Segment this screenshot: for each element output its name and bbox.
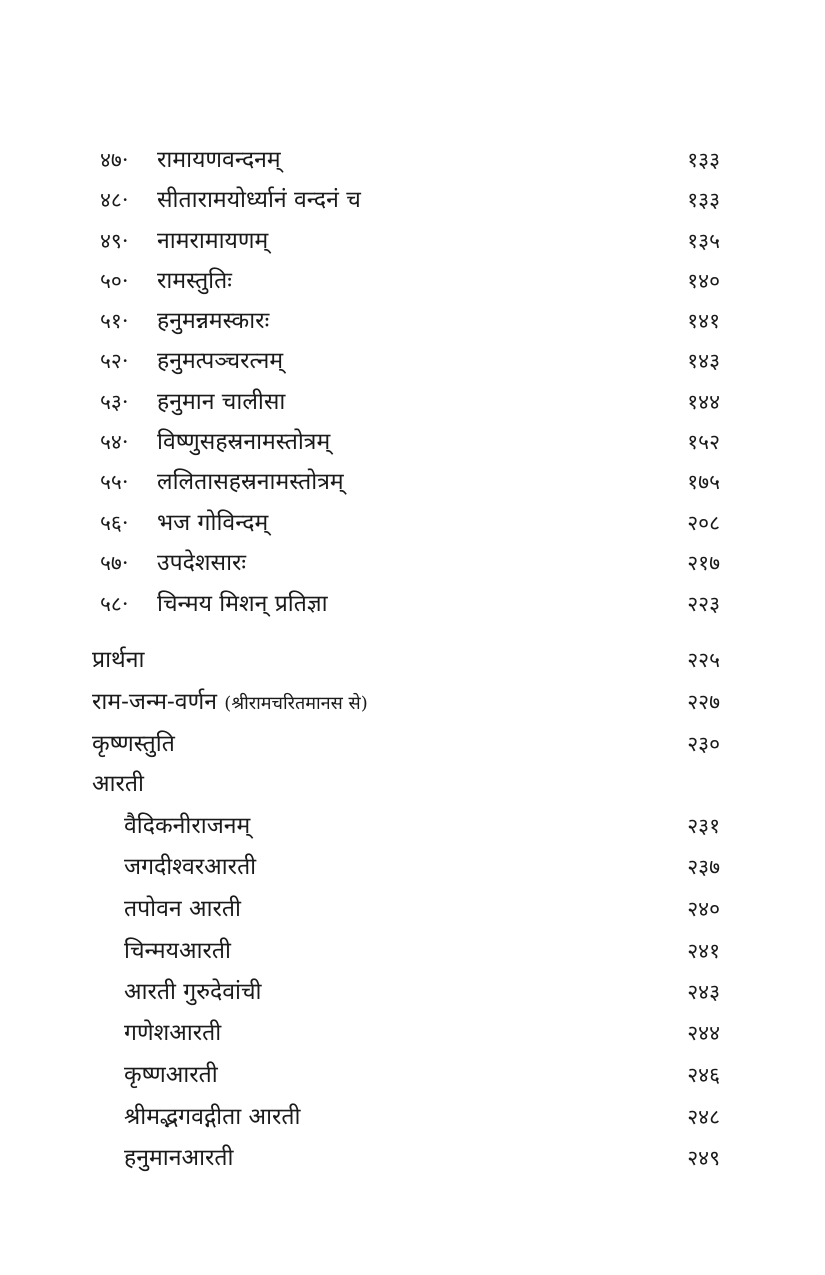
entry-number: ५४· [100, 430, 129, 454]
toc-subentry [0, 847, 825, 887]
entry-title: प्रार्थना [92, 647, 145, 673]
entry-title: ललितासहस्रनामस्तोत्रम् [157, 469, 344, 495]
entry-number: ४८· [100, 188, 129, 212]
toc-subentry [0, 1138, 825, 1178]
toc-subentry [0, 889, 825, 929]
entry-page: २०८ [687, 511, 720, 535]
toc-section-heading [0, 764, 825, 804]
entry-page: १४३ [687, 349, 720, 373]
entry-page: १४१ [687, 309, 720, 333]
entry-title: आरती गुरुदेवांची [124, 979, 262, 1005]
entry-number: ५७· [100, 551, 129, 575]
entry-note: (श्रीरामचरितमानस से) [224, 693, 368, 714]
entry-number: ५२· [100, 349, 129, 373]
entry-page: २२५ [687, 648, 720, 672]
entry-number: ५३· [100, 390, 129, 414]
toc-entry [0, 301, 825, 341]
entry-number: ५०· [100, 269, 129, 293]
toc-entry [0, 180, 825, 220]
entry-page: २४८ [687, 1105, 720, 1129]
toc-entry [0, 382, 825, 422]
toc-entry [0, 584, 825, 624]
entry-page: १३३ [687, 188, 720, 212]
entry-page: २१७ [687, 551, 720, 575]
entry-number: ५५· [100, 470, 129, 494]
entry-title: नामरामायणम् [157, 228, 269, 254]
entry-page: २३० [687, 732, 720, 756]
toc-entry [0, 640, 825, 680]
entry-page: १५२ [687, 430, 720, 454]
toc-subentry [0, 806, 825, 846]
entry-title: हनुमन्नमस्कारः [157, 308, 270, 334]
entry-number: ५१· [100, 309, 129, 333]
toc-entry [0, 462, 825, 502]
toc-subentry [0, 972, 825, 1012]
toc-subentry [0, 1097, 825, 1137]
entry-number: ५६· [100, 511, 129, 535]
entry-page: २३१ [687, 814, 720, 838]
entry-page: १३३ [687, 148, 720, 172]
entry-page: १७५ [687, 470, 720, 494]
entry-title: श्रीमद्भगवद्गीता आरती [124, 1104, 301, 1130]
entry-title: कृष्णआरती [124, 1062, 218, 1088]
entry-title: तपोवन आरती [124, 896, 241, 922]
entry-page: २४४ [687, 1021, 720, 1045]
entry-title: विष्णुसहस्रनामस्तोत्रम् [157, 429, 331, 455]
entry-title: गणेशआरती [124, 1020, 222, 1046]
entry-title: रामस्तुतिः [157, 268, 232, 294]
entry-title: वैदिकनीराजनम् [124, 813, 251, 839]
toc-entry [0, 261, 825, 301]
toc-entry [0, 422, 825, 462]
toc-subentry [0, 1013, 825, 1053]
entry-title: हनुमानआरती [124, 1145, 234, 1171]
toc-entry [0, 724, 825, 764]
entry-title: कृष्णस्तुति [92, 731, 175, 757]
entry-title: सीतारामयोर्ध्यानं वन्दनं च [157, 187, 361, 213]
toc-entry [0, 140, 825, 180]
entry-page: १३५ [687, 229, 720, 253]
entry-title: चिन्मय मिशन् प्रतिज्ञा [157, 591, 328, 617]
toc-entry [0, 503, 825, 543]
toc-entry [0, 221, 825, 261]
entry-page: २२७ [687, 690, 720, 714]
entry-title: हनुमत्पञ्चरत्नम् [157, 348, 284, 374]
entry-page: २४० [687, 897, 720, 921]
toc-subentry [0, 1055, 825, 1095]
entry-number: ५८· [100, 592, 129, 616]
entry-page: २४९ [687, 1146, 720, 1170]
entry-page: १४४ [687, 390, 720, 414]
entry-title: भज गोविन्दम् [157, 510, 269, 536]
entry-number: ४७· [100, 148, 129, 172]
toc-subentry [0, 931, 825, 971]
entry-title: उपदेशसारः [157, 550, 247, 576]
entry-page: २४६ [687, 1063, 720, 1087]
entry-title: हनुमान चालीसा [157, 389, 286, 415]
toc-entry [0, 341, 825, 381]
section-title-aarti: आरती [92, 771, 144, 797]
entry-title [92, 682, 368, 724]
toc-entry [0, 682, 825, 722]
entry-page: २४१ [687, 939, 720, 963]
toc-entry [0, 543, 825, 583]
entry-page: २४३ [687, 980, 720, 1004]
entry-title: चिन्मयआरती [124, 938, 231, 964]
entry-page: २२३ [687, 592, 720, 616]
entry-title: रामायणवन्दनम् [157, 147, 281, 173]
entry-title-text: राम-जन्म-वर्णन [92, 689, 217, 715]
entry-title: जगदीश्वरआरती [124, 854, 257, 880]
entry-page: २३७ [687, 855, 720, 879]
entry-number: ४९· [100, 229, 129, 253]
entry-page: १४० [687, 269, 720, 293]
